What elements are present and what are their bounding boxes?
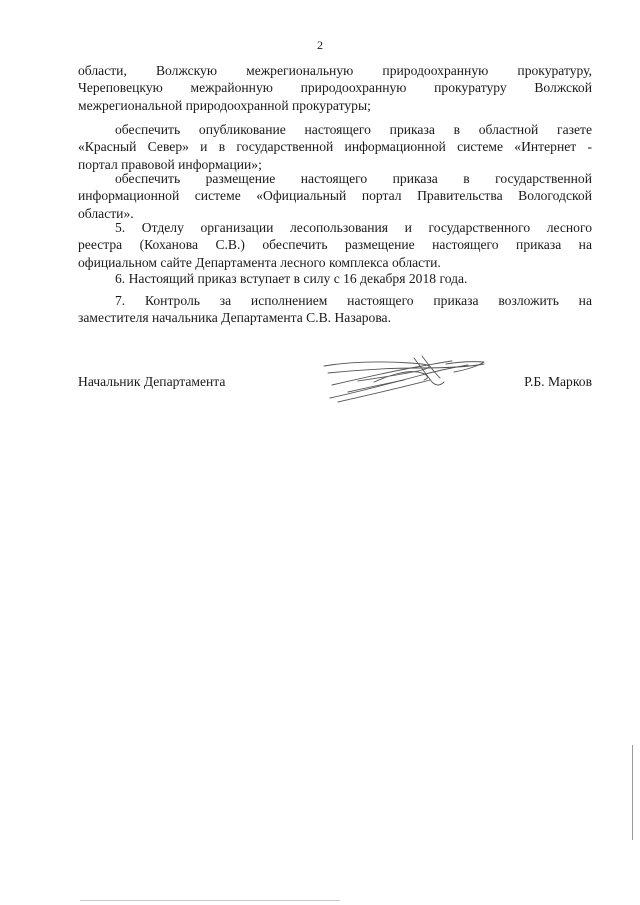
paragraph-item-5 bbox=[78, 219, 592, 271]
paragraph-continuation bbox=[78, 62, 592, 114]
text-line: Череповецкую межрайонную природоохранную прокуратуру Волжской bbox=[78, 80, 592, 96]
text-line: межрегиональной природоохранной прокуратуры; bbox=[78, 97, 371, 113]
text-line: реестра (Коханова С.В.) обеспечить размещение настоящего приказа на bbox=[78, 237, 592, 253]
handwritten-signature bbox=[318, 352, 488, 404]
signatory-name: Р.Б. Марков bbox=[524, 374, 592, 389]
page-number: 2 bbox=[317, 38, 323, 52]
paragraph-publication bbox=[78, 121, 592, 173]
text-line: области, Волжскую межрегиональную природоохранную прокуратуру, bbox=[78, 63, 592, 78]
text-line: официальном сайте Департамента лесного комплекса области. bbox=[78, 254, 441, 270]
text-line: информационной системе «Официальный портал Правительства Вологодской bbox=[78, 188, 592, 204]
paragraph-item-6 bbox=[78, 270, 592, 287]
scan-edge-mark bbox=[632, 745, 633, 840]
text-line: 5. Отделу организации лесопользования и государственного лесного bbox=[115, 220, 592, 235]
text-line: 7. Контроль за исполнением настоящего приказа возложить на bbox=[115, 293, 592, 308]
text-line: 6. Настоящий приказ вступает в силу с 16 декабря 2018 года. bbox=[115, 271, 468, 286]
paragraph-portal bbox=[78, 170, 592, 222]
scan-bottom-mark bbox=[80, 900, 340, 901]
text-line: области». bbox=[78, 205, 134, 221]
text-line: обеспечить опубликование настоящего приказа в областной газете bbox=[115, 122, 592, 137]
text-line: обеспечить размещение настоящего приказа в государственной bbox=[115, 171, 592, 186]
signatory-title: Начальник Департамента bbox=[78, 374, 226, 389]
text-line: заместителя начальника Департамента С.В. Назарова. bbox=[78, 310, 391, 326]
text-line: «Красный Север» и в государственной информационной системе «Интернет - bbox=[78, 139, 592, 155]
text-line: портал правовой информации»; bbox=[78, 156, 262, 172]
paragraph-item-7 bbox=[78, 292, 592, 327]
